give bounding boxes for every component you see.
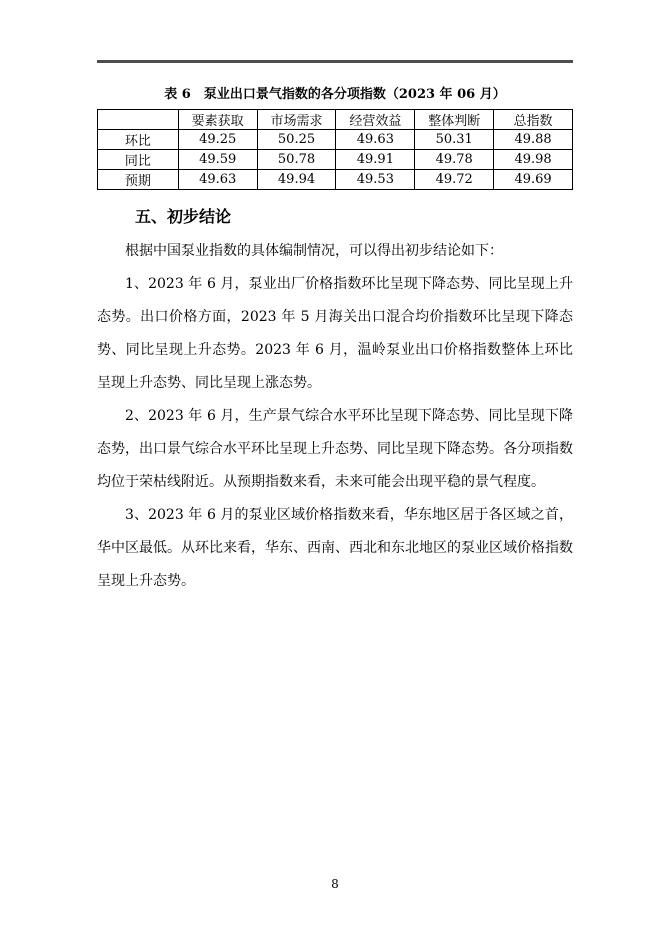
table-cell: 49.88 [494,130,573,150]
paragraph: 根据中国泵业指数的具体编制情况，可以得出初步结论如下： [125,243,503,259]
table-corner-cell [98,110,179,130]
table-col-header: 经营效益 [336,110,415,130]
page-content [97,0,573,598]
table-col-header: 要素获取 [178,110,257,130]
table-row-label: 环比 [98,130,179,150]
table-col-header: 整体判断 [415,110,494,130]
table-cell: 50.31 [415,130,494,150]
export-index-table [97,109,573,190]
paragraph: 2、2023 年 6 月，生产景气综合水平环比呈现下降态势、同比呈现下降态势，出口景气综合水平环比呈现上升态势、同比呈现下降态势。各分项指数均位于荣枯线附近。从预期指数来看，未来可能会出现平稳的景气程度。 [97,408,573,490]
paragraph: 1、2023 年 6 月，泵业出厂价格指数环比呈现下降态势、同比呈现上升态势。出口价格方面，2023 年 5 月海关出口混合均价指数环比呈现下降态势、同比呈现上升态势。2023 年 6 月，温岭泵业出口价格指数整体上环比呈现上升态势、同比呈现上涨态势。 [97,276,573,391]
table-cell: 49.59 [178,150,257,170]
page-number: 8 [331,877,339,891]
body-paragraphs [97,235,573,598]
table-cell: 49.72 [415,170,494,190]
table-cell: 50.78 [257,150,336,170]
table-cell: 49.91 [336,150,415,170]
table-cell: 49.69 [494,170,573,190]
table-row [98,170,573,190]
table-cell: 49.63 [178,170,257,190]
table-cell: 49.98 [494,150,573,170]
paragraph: 3、2023 年 6 月的泵业区域价格指数来看，华东地区居于各区域之首，华中区最低。从环比来看，华东、西南、西北和东北地区的泵业区域价格指数呈现上升态势。 [97,507,573,589]
header-rule [97,60,573,63]
table-row-label: 同比 [98,150,179,170]
table-col-header: 总指数 [494,110,573,130]
table-caption: 表 6 泵业出口景气指数的各分项指数（2023 年 06 月） [164,87,506,102]
table-cell: 49.78 [415,150,494,170]
table-header-row [98,110,573,130]
table-cell: 49.94 [257,170,336,190]
section-heading: 五、初步结论 [135,207,232,226]
table-header [98,110,573,130]
table-cell: 49.53 [336,170,415,190]
table-cell: 49.63 [336,130,415,150]
table-col-header: 市场需求 [257,110,336,130]
table-cell: 49.25 [178,130,257,150]
table-row [98,130,573,150]
table-body [98,130,573,190]
table-row [98,150,573,170]
table-row-label: 预期 [98,170,179,190]
table-cell: 50.25 [257,130,336,150]
